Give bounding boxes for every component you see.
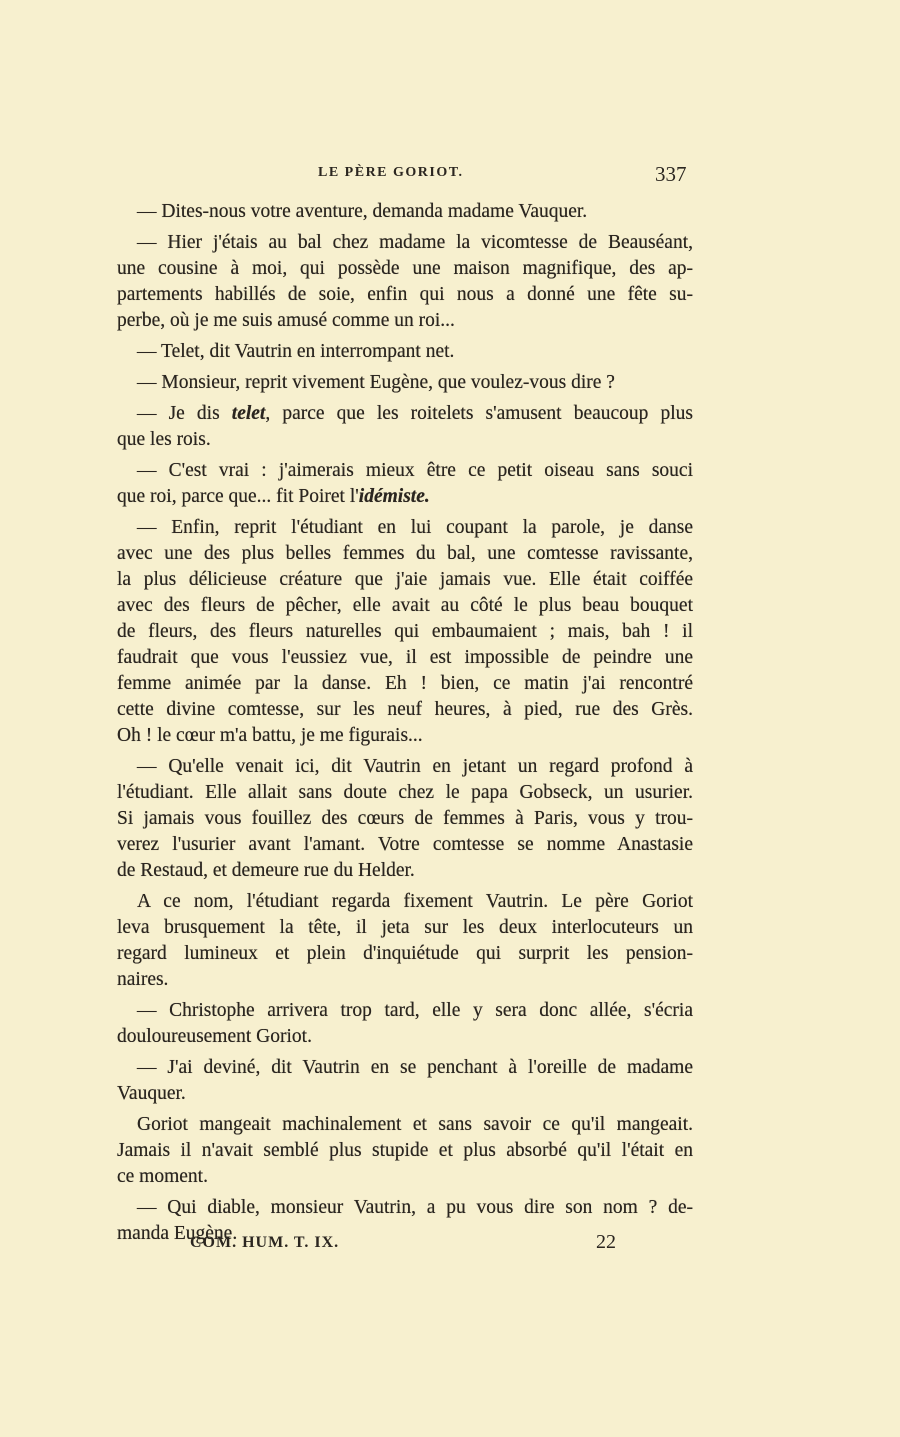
footer-signature-number: 22	[596, 1231, 616, 1253]
text-line: faudrait que vous l'eussiez vue, il est impossible de peindre une	[117, 647, 693, 668]
text-line: verez l'usurier avant l'amant. Votre comtesse se nomme Anastasie	[117, 834, 693, 855]
text-line: A ce nom, l'étudiant regarda fixement Vautrin. Le père Goriot	[137, 891, 693, 912]
italic-word: idémiste.	[358, 486, 430, 507]
paragraph	[117, 998, 693, 1050]
text-line: partements habillés de soie, enfin qui nous a donné une fête su-	[117, 284, 693, 305]
text-line: avec une des plus belles femmes du bal, une comtesse ravissante,	[117, 543, 693, 564]
text-line: Vauquer.	[117, 1083, 186, 1104]
text-line: — Dites-nous votre aventure, demanda madame Vauquer.	[137, 201, 588, 222]
text-line: de fleurs, des fleurs naturelles qui embaumaient ; mais, bah ! il	[117, 621, 693, 642]
text-line: naires.	[117, 969, 169, 990]
text-line: — Qu'elle venait ici, dit Vautrin en jetant un regard profond à	[137, 756, 693, 777]
italic-word: telet	[231, 403, 266, 424]
text-line: — Christophe arrivera trop tard, elle y sera donc allée, s'écria	[137, 1000, 693, 1021]
text-line: manda Eugène.	[117, 1223, 238, 1244]
text-line: que les rois.	[117, 429, 211, 450]
paragraph	[117, 754, 693, 884]
text-line: — Monsieur, reprit vivement Eugène, que voulez-vous dire ?	[137, 372, 615, 393]
text-line: une cousine à moi, qui possède une maison magnifique, des ap-	[117, 258, 693, 279]
text-line: de Restaud, et demeure rue du Helder.	[117, 860, 415, 881]
text-line: — C'est vrai : j'aimerais mieux être ce petit oiseau sans souci	[137, 460, 693, 481]
paragraph	[117, 458, 693, 510]
text-line: leva brusquement la tête, il jeta sur les deux interlocuteurs un	[117, 917, 693, 938]
paragraph	[117, 339, 693, 365]
text-line: Jamais il n'avait semblé plus stupide et plus absorbé qu'il l'était en	[117, 1140, 693, 1161]
paragraph	[117, 1112, 693, 1190]
text-line: Oh ! le cœur m'a battu, je me figurais...	[117, 725, 423, 746]
paragraph	[117, 199, 693, 225]
paragraph	[117, 230, 693, 334]
text-line: douloureusement Goriot.	[117, 1026, 312, 1047]
text-line: — Qui diable, monsieur Vautrin, a pu vous dire son nom ? de-	[137, 1197, 693, 1218]
text-line: avec des fleurs de pêcher, elle avait au côté le plus beau bouquet	[117, 595, 693, 616]
paragraph	[117, 401, 693, 453]
text-line: — Hier j'étais au bal chez madame la vicomtesse de Beauséant,	[137, 232, 693, 253]
text-line: — Telet, dit Vautrin en interrompant net.	[137, 341, 455, 362]
text-segment: — Je dis	[137, 403, 232, 424]
text-line: — J'ai deviné, dit Vautrin en se penchant à l'oreille de madame	[137, 1057, 693, 1078]
paragraph	[117, 1055, 693, 1107]
paragraph	[117, 370, 693, 396]
paragraph	[117, 889, 693, 993]
text-line: Goriot mangeait machinalement et sans savoir ce qu'il mangeait.	[137, 1114, 693, 1135]
text-line: regard lumineux et plein d'inquiétude qui surprit les pension-	[117, 943, 693, 964]
page-body-text	[117, 194, 693, 1247]
text-segment: , parce que les roitelets s'amusent beaucoup plus	[265, 403, 694, 424]
text-line: la plus délicieuse créature que j'aie jamais vue. Elle était coiffée	[117, 569, 693, 590]
text-line: femme animée par la danse. Eh ! bien, ce matin j'ai rencontré	[117, 673, 693, 694]
text-line: cette divine comtesse, sur les neuf heures, à pied, rue des Grès.	[117, 699, 693, 720]
footer-signature: COM. HUM. T. IX.	[190, 1234, 340, 1251]
text-line: ce moment.	[117, 1166, 208, 1187]
text-line: — Enfin, reprit l'étudiant en lui coupant la parole, je danse	[137, 517, 693, 538]
text-line: perbe, où je me suis amusé comme un roi...	[117, 310, 455, 331]
running-header-title: LE PÈRE GORIOT.	[318, 165, 464, 180]
text-line: Si jamais vous fouillez des cœurs de femmes à Paris, vous y trou-	[117, 808, 693, 829]
page-number: 337	[655, 162, 687, 186]
paragraph	[117, 515, 693, 749]
text-line	[117, 401, 693, 427]
text-segment: que roi, parce que... fit Poiret l'	[117, 486, 359, 507]
text-line	[117, 484, 693, 510]
text-line: l'étudiant. Elle allait sans doute chez le papa Gobseck, un usurier.	[117, 782, 693, 803]
